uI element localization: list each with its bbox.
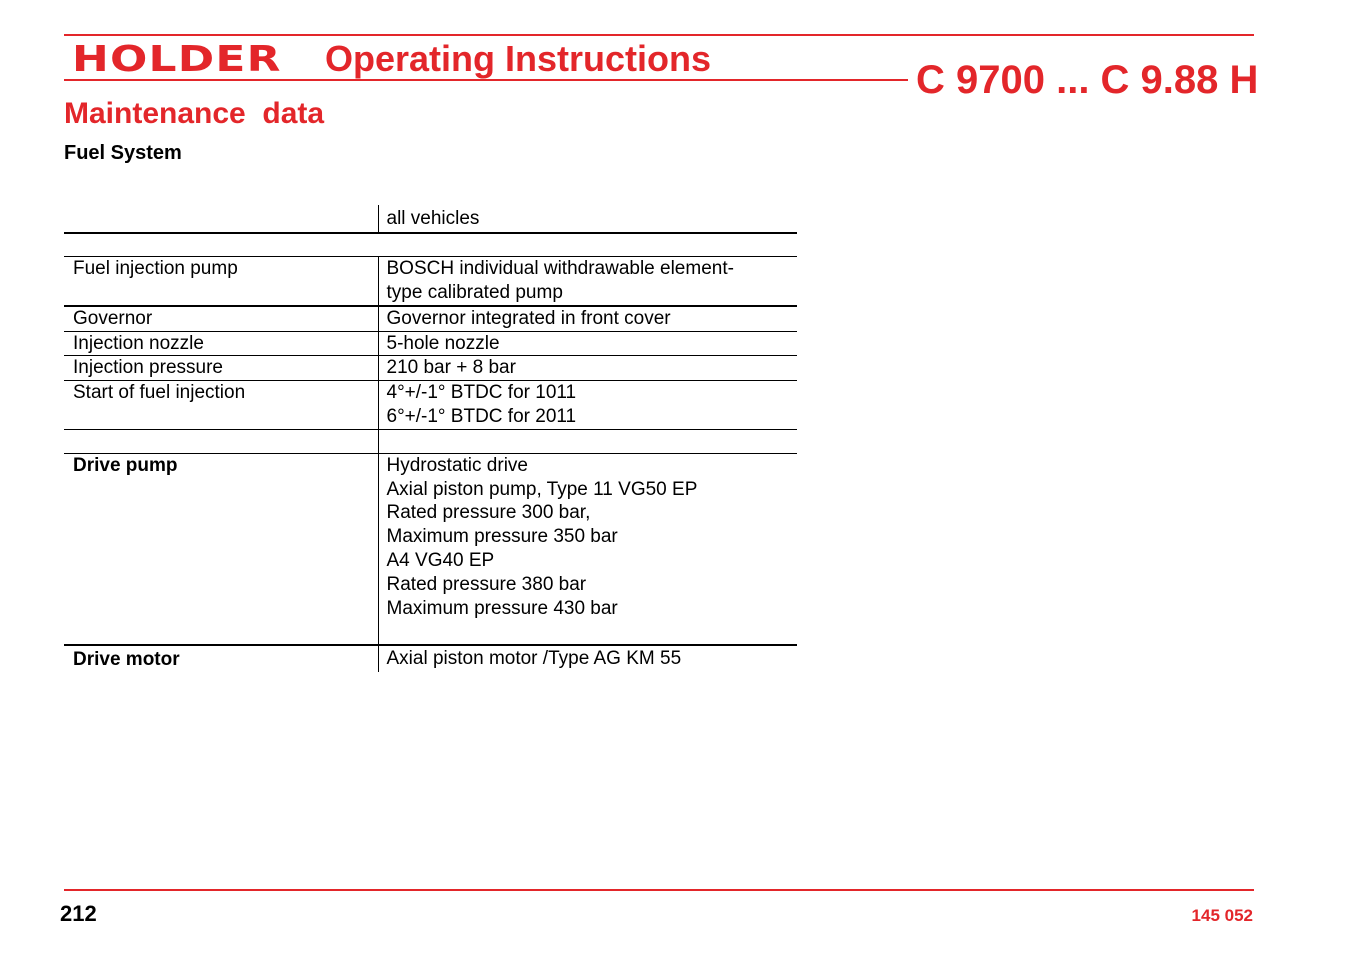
- value-line: Maximum pressure 430 bar: [386, 597, 618, 619]
- row-value: [378, 381, 797, 430]
- table-spacer-row: [64, 429, 797, 453]
- row-label: Drive pump: [64, 453, 378, 645]
- table-header-row: [64, 205, 797, 233]
- table-spacer-cell: [378, 233, 797, 257]
- table-spacer-cell: [64, 429, 378, 453]
- value-line: Hydrostatic drive: [386, 454, 528, 476]
- row-label: Governor: [64, 306, 378, 331]
- footer-rule: [64, 889, 1254, 891]
- table-row: [64, 306, 797, 331]
- value-line: A4 VG40 EP: [386, 550, 495, 572]
- table-row: [64, 331, 797, 356]
- value-line: BOSCH individual withdrawable element-: [386, 258, 734, 280]
- table-header-label: [64, 205, 378, 233]
- value-line: type calibrated pump: [386, 282, 563, 304]
- table-row: [64, 453, 797, 645]
- table-spacer-row: [64, 233, 797, 257]
- table-row: [64, 381, 797, 430]
- value-line: Governor integrated in front cover: [386, 307, 671, 329]
- row-value: [378, 356, 797, 381]
- row-label: Start of fuel injection: [64, 381, 378, 430]
- subsection-title: Fuel System: [64, 142, 182, 164]
- table-row: [64, 645, 797, 672]
- row-label: Drive motor: [73, 649, 180, 671]
- value-line: 6°+/-1° BTDC for 2011: [386, 406, 577, 428]
- table-header-value: all vehicles: [378, 205, 797, 233]
- document-number: 145 052: [1191, 906, 1253, 925]
- section-title: Maintenance data: [64, 97, 325, 130]
- header-title: Operating Instructions: [325, 38, 712, 79]
- table-row: [64, 257, 797, 306]
- top-rule: [64, 34, 1254, 36]
- value-line: 5-hole nozzle: [386, 332, 500, 354]
- table-spacer-cell: [64, 233, 378, 257]
- value-line: 210 bar + 8 bar: [386, 357, 516, 379]
- row-label: Injection pressure: [64, 356, 378, 381]
- row-value: [378, 257, 797, 306]
- value-line: Maximum pressure 350 bar: [386, 526, 618, 548]
- holder-logo: HOLDER: [72, 39, 282, 80]
- value-line: Rated pressure 300 bar,: [386, 502, 591, 524]
- row-value: [378, 331, 797, 356]
- row-label: Injection nozzle: [64, 331, 378, 356]
- row-label: Fuel injection pump: [64, 257, 378, 306]
- value-line: Rated pressure 380 bar: [386, 573, 587, 595]
- value-line: Axial piston pump, Type 11 VG50 EP: [386, 478, 698, 500]
- page-number: 212: [60, 901, 97, 926]
- model-range: C 9700 ... C 9.88 H: [916, 58, 1259, 102]
- row-value: [378, 453, 797, 645]
- table-row: [64, 356, 797, 381]
- row-value: [378, 306, 797, 331]
- value-line: 4°+/-1° BTDC for 1011: [386, 382, 577, 404]
- value-line: Axial piston motor /Type AG KM 55: [386, 648, 682, 670]
- spec-table: [64, 205, 797, 672]
- table-spacer-cell: [378, 429, 797, 453]
- row-value: [378, 645, 797, 672]
